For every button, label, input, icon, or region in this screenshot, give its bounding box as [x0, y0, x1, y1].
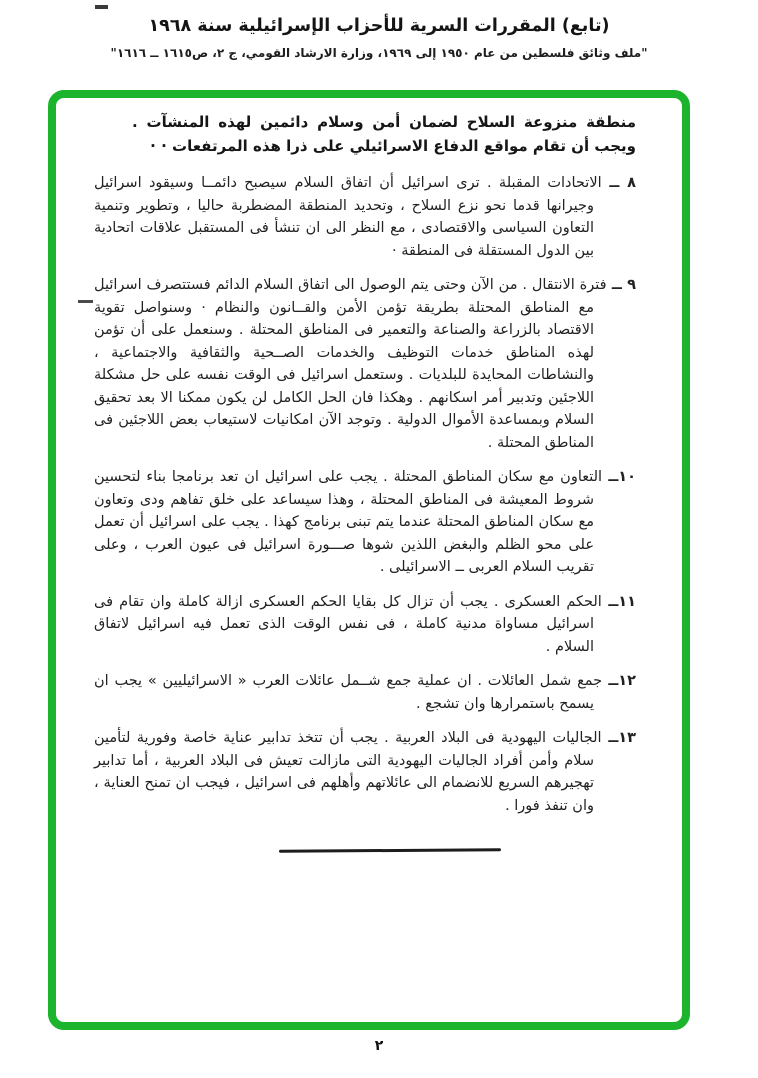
item-text: الاتحادات المقبلة . ترى اسرائيل أن اتفاق السلام سيصبح دائمــا وسيقود اسرائيل وجيرانها قدما نحو نزع السلاح ، وتحديد المنطقة المضطربة حاليا ، وتطوير وتنمية التعاون السياسى والاقتصادى ، مع النظر الى ان تنشأ فى المستقبل علاقات اتحادية بين الدول المستقلة فى المنطقة ·: [94, 175, 602, 259]
scan-artifact-mark: [95, 5, 108, 9]
item-text: الحكم العسكرى . يجب أن تزال كل بقايا الحكم العسكرى ازالة كاملة وان تقام فى اسرائيل مساواة مدنية كاملة ، فى نفس الوقت الذى تعمل فيه اسرائيل لاتفاق السلام .: [94, 593, 602, 655]
list-item: [94, 670, 636, 715]
item-text: فترة الانتقال . من الآن وحتى يتم الوصول الى اتفاق السلام الدائم فستتصرف اسرائيل مع المناطق المحتلة بطريقة تؤمن الأمن والقــانون والنظام · وسنواصل تقوية الاقتصاد بالزراعة والصناعة والتعمير فى المناطق المحتلة . وسنعمل على أن تؤمن لهذه المناطق خدمات التوظيف والخدمات الصــحية والثقافية والاجتماعية ، والنشاطات المحايدة للبلديات . وستعمل اسرائيل فى الوقت نفسه على حل مشكلة اللاجئين وتدبير أمر اسكانهم . وهكذا فان الحل الكامل لن يكون ممكنا الا بعد تحقيق السلام وبمساعدة الأموال الدولية . وتوجد الآن امكانيات لاستيعاب بعض اللاجئين فى المناطق المحتلة .: [94, 277, 607, 451]
page-subtitle: "ملف وثائق فلسطين من عام ١٩٥٠ إلى ١٩٦٩، وزارة الارشاد القومي، ج ٢، ص١٦١٥ ــ ١٦١٦": [110, 46, 648, 60]
list-item: [94, 727, 636, 817]
intro-paragraph: منطقة منزوعة السلاح لضمان أمن وسلام دائمين لهذه المنشآت . ويجب أن تقام مواقع الدفاع الاسرائيلي على ذرا هذه المرتفعات · ·: [132, 113, 636, 155]
margin-stray-dash: [78, 300, 93, 303]
item-number: ١٣ــ: [601, 730, 636, 746]
item-number: ١٢ــ: [602, 673, 636, 689]
page-title: (تابع) المقررات السرية للأحزاب الإسرائيلية سنة ١٩٦٨: [148, 16, 610, 36]
document-header: [0, 16, 758, 60]
item-text: التعاون مع سكان المناطق المحتلة . يجب على اسرائيل ان تعد برنامجا بناء لتحسين شروط المعيشة فى المناطق المحتلة ، وهذا سيساعد على خلق تفاهم ودى وتعاون مع سكان المناطق المحتلة عندما يتم تبنى برنامج كهذا . يجب على اسرائيل أن تعمل على محو الظلم والبغض اللذين شوها صـــورة اسرائيل فى عيون العرب ، وعلى تقريب السلام العربى ــ الاسرائيلى .: [94, 469, 603, 575]
item-text: الجاليات اليهودية فى البلاد العربية . يجب أن تتخذ تدابير عناية خاصة وفورية لتأمين سلام وأمن أفراد الجاليات اليهودية التى مازالت تعيش فى البلاد العربية ، أما تدابير تهجيرهم السريع للانضمام الى عائلاتهم وأهلهم فى اسرائيل ، فيجب ان تمنح العناية ، وان تنفذ فورا .: [94, 730, 602, 814]
item-number: ١١ــ: [601, 593, 636, 610]
item-number: ٩ ــ: [606, 277, 636, 293]
highlight-frame: [48, 90, 690, 1030]
item-number: ٨ ــ: [601, 175, 636, 191]
numbered-items-list: [94, 172, 636, 817]
list-item: [94, 466, 636, 579]
divider-line: [279, 848, 501, 853]
list-item: [94, 591, 636, 659]
item-text: جمع شمل العائلات . ان عملية جمع شــمل عائلات العرب « الاسرائيليين » يجب ان يسمح باستمرارها وان تشجع .: [94, 673, 603, 712]
page-number: ٢: [374, 1038, 384, 1054]
list-item: [94, 172, 636, 262]
list-item: [94, 274, 636, 454]
item-number: ١٠ــ: [602, 469, 636, 485]
